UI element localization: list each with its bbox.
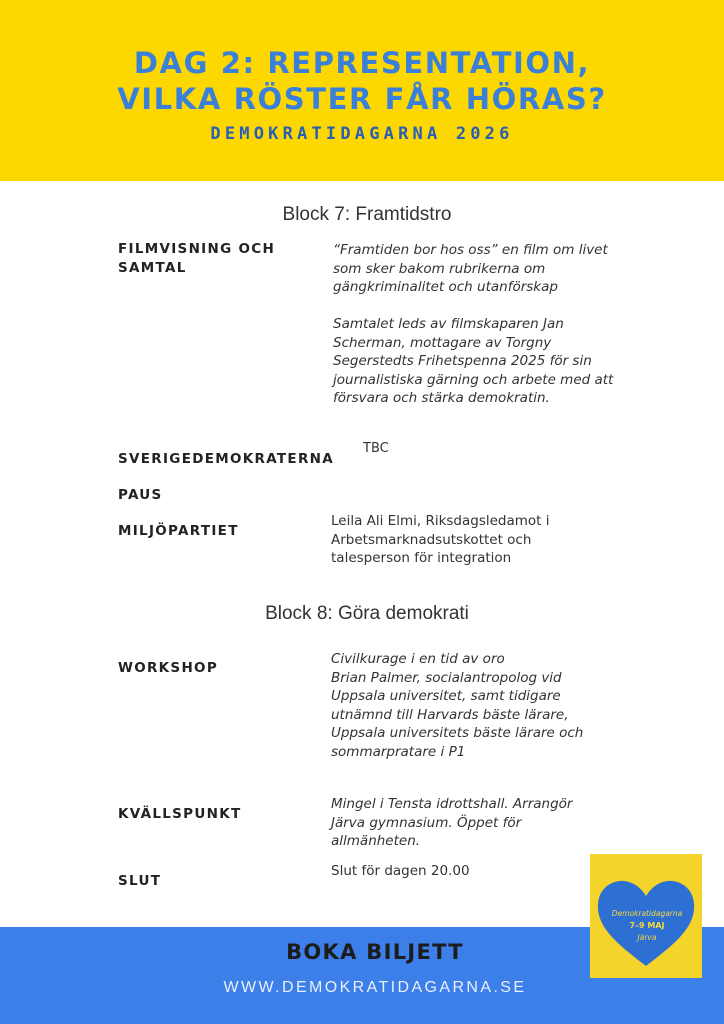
block-title-7: Block 7: Framtidstro: [282, 204, 452, 225]
page-title-line1: DAG 2: REPRESENTATION,: [133, 46, 591, 80]
event-subtitle: DEMOKRATIDAGARNA 2026: [210, 124, 514, 144]
badge-line2: 7–9 MAJ: [629, 921, 665, 930]
agenda-desc-kvallspunkt: Mingel i Tensta idrottshall. Arrangör Järva gymnasium. Öppet för allmänheten.: [331, 796, 573, 849]
heart-icon: [590, 854, 702, 978]
event-badge: [590, 854, 702, 978]
agenda-label-workshop: WORKSHOP: [118, 660, 219, 676]
agenda-label-paus: PAUS: [118, 487, 163, 503]
agenda-label-sd: SVERIGEDEMOKRATERNA: [118, 451, 334, 467]
agenda-desc-mp: Leila Ali Elmi, Riksdagsledamot i Arbetsmarknadsutskottet och talesperson för integration: [331, 513, 550, 566]
agenda-label-kvallspunkt: KVÄLLSPUNKT: [118, 806, 242, 822]
agenda-desc-sd: TBC: [363, 441, 389, 456]
agenda-desc-slut: Slut för dagen 20.00: [331, 863, 470, 879]
agenda-desc-filmvisning: “Framtiden bor hos oss” en film om livet som sker bakom rubrikerna om gängkriminalitet och utanförskap Samtalet leds av filmskaparen Jan Scherman, mottagare av Torgny Segerstedts Frihetspenna 2025 för sin journalistiska gärning och arbete med att försvara och stärka demokratin.: [333, 242, 614, 406]
block-title-8: Block 8: Göra demokrati: [265, 603, 469, 624]
agenda-label-slut: SLUT: [118, 873, 162, 889]
agenda-label-filmvisning: FILMVISNING OCH SAMTAL: [118, 241, 276, 276]
agenda-desc-workshop: Civilkurage i en tid av oro Brian Palmer, socialantropolog vid Uppsala universitet, samt tidigare utnämnd till Harvards bäste lärare, Uppsala universitets bäste lärare och sommarpratare i P1: [331, 651, 584, 760]
page-title-line2: VILKA RÖSTER FÅR HÖRAS?: [117, 82, 607, 116]
website-link[interactable]: WWW.DEMOKRATIDAGARNA.SE: [223, 979, 527, 996]
badge-line3: Järva: [637, 933, 657, 942]
agenda-label-mp: MILJÖPARTIET: [118, 523, 239, 539]
book-ticket-button[interactable]: BOKA BILJETT: [286, 940, 464, 964]
badge-line1: Demokratidagarna: [611, 909, 683, 918]
